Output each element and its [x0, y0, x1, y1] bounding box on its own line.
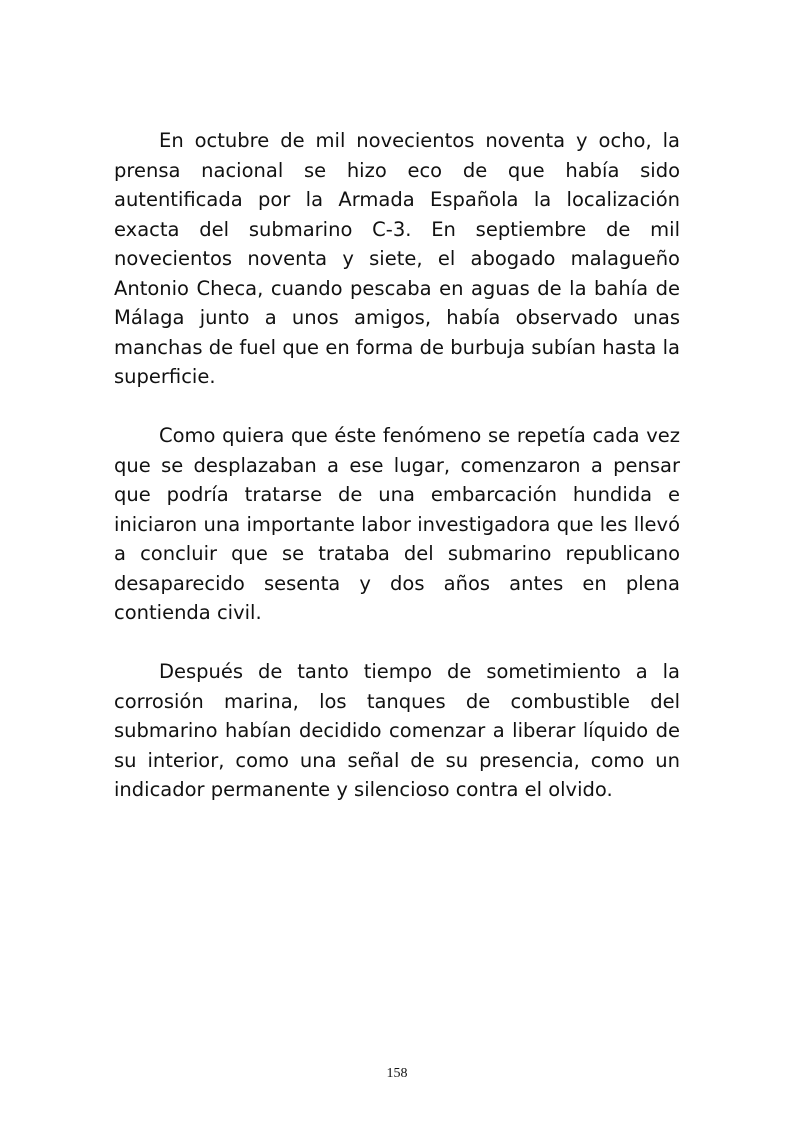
paragraph-3: Después de tanto tiempo de sometimiento a la corrosión marina, los tanques de combustible del submarino habían decidido comenzar a liberar líquido de su interior, como una señal de su presencia, como un indicador permanente y silencioso contra el olvido. — [114, 660, 680, 801]
page-number: 158 — [386, 1066, 408, 1081]
body-text — [114, 126, 680, 834]
paragraph-2: Como quiera que éste fenómeno se repetía cada vez que se desplazaban a ese lugar, comenzaron a pensar que podría tratarse de una embarcación hundida e iniciaron una importante labor investigadora que les llevó a concluir que se trataba del submarino republicano desaparecido sesenta y dos años antes en plena contienda civil. — [114, 424, 680, 624]
paragraph-1: En octubre de mil novecientos noventa y ocho, la prensa nacional se hizo eco de que había sido autentificada por la Armada Española la localización exacta del submarino C-3. En septiembre de mil novecientos noventa y siete, el abogado malagueño Antonio Checa, cuando pescaba en aguas de la bahía de Málaga junto a unos amigos, había observado unas manchas de fuel que en forma de burbuja subían hasta la superficie. — [114, 129, 680, 388]
